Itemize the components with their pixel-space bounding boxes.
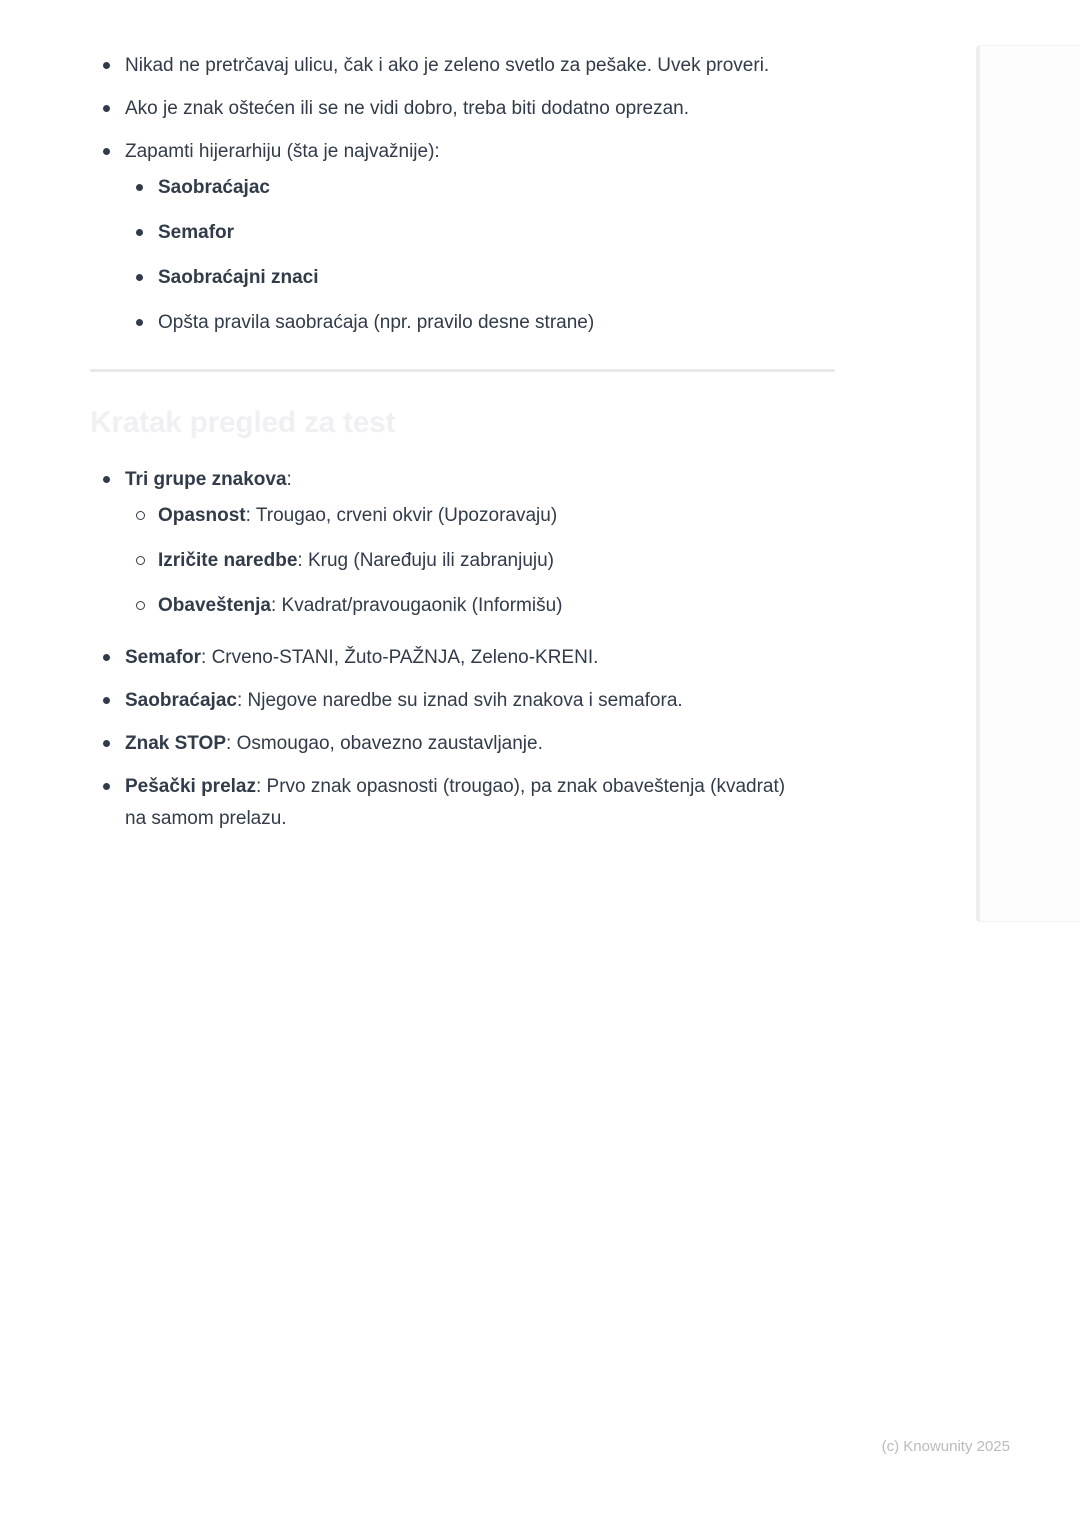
list-item xyxy=(90,136,838,168)
copyright-footer: (c) Knowunity 2025 xyxy=(881,1438,1010,1455)
list-item-text: Semafor xyxy=(158,222,235,243)
bullet-icon xyxy=(136,229,143,236)
list-item-text: Semafor: Crveno-STANI, Žuto-PAŽNJA, Zeleno-KRENI. xyxy=(125,647,599,668)
list-item xyxy=(123,500,838,532)
list-item-text: Opšta pravila saobraćaja (npr. pravilo desne strane) xyxy=(158,312,595,333)
list-item-text: Saobraćajac xyxy=(158,177,270,198)
list-item xyxy=(123,307,838,339)
list-item-text: Tri grupe znakova: xyxy=(125,469,292,490)
list-item xyxy=(123,172,838,204)
list-item xyxy=(90,771,838,835)
list-item xyxy=(90,685,838,717)
next-page-edge[interactable] xyxy=(976,45,1080,922)
bullet-icon xyxy=(103,105,110,112)
bullet-icon xyxy=(136,184,143,191)
circle-bullet-icon xyxy=(136,511,145,520)
summary-list xyxy=(90,642,838,835)
bullet-icon xyxy=(103,654,110,661)
list-item xyxy=(90,50,838,82)
bullet-icon xyxy=(103,697,110,704)
list-item-text: Pešački prelaz: Prvo znak opasnosti (trougao), pa znak obaveštenja (kvadrat) na samom prelazu. xyxy=(125,776,786,829)
list-item xyxy=(123,217,838,249)
list-item-text: Nikad ne pretrčavaj ulicu, čak i ako je zeleno svetlo za pešake. Uvek proveri. xyxy=(125,55,770,76)
list-item-text: Opasnost: Trougao, crveni okvir (Upozoravaju) xyxy=(158,505,558,526)
list-item xyxy=(123,545,838,577)
list-item-text: Saobraćajni znaci xyxy=(158,267,319,288)
bullet-icon xyxy=(136,319,143,326)
list-item xyxy=(90,464,838,496)
bullet-icon xyxy=(103,62,110,69)
list-item-text: Obaveštenja: Kvadrat/pravougaonik (Informišu) xyxy=(158,595,563,616)
bullet-icon xyxy=(103,148,110,155)
list-item xyxy=(90,728,838,760)
bullet-icon xyxy=(103,740,110,747)
list-item-text: Zapamti hijerarhiju (šta je najvažnije): xyxy=(125,141,440,162)
bullet-icon xyxy=(103,783,110,790)
circle-bullet-icon xyxy=(136,556,145,565)
list-item-text: Ako je znak oštećen ili se ne vidi dobro, treba biti dodatno oprezan. xyxy=(125,98,690,119)
groups-list xyxy=(90,464,838,622)
list-item-text: Znak STOP: Osmougao, obavezno zaustavljanje. xyxy=(125,733,543,754)
section-heading: Kratak pregled za test xyxy=(90,406,396,439)
section-divider xyxy=(90,369,835,372)
circle-bullet-icon xyxy=(136,601,145,610)
list-item-text: Saobraćajac: Njegove naredbe su iznad svih znakova i semafora. xyxy=(125,690,683,711)
list-item-text: Izričite naredbe: Krug (Naređuju ili zabranjuju) xyxy=(158,550,555,571)
list-item xyxy=(90,642,838,674)
list-item xyxy=(90,93,838,125)
bullet-icon xyxy=(136,274,143,281)
bullet-icon xyxy=(103,476,110,483)
document-content xyxy=(90,50,838,835)
list-item xyxy=(123,590,838,622)
list-item xyxy=(123,262,838,294)
